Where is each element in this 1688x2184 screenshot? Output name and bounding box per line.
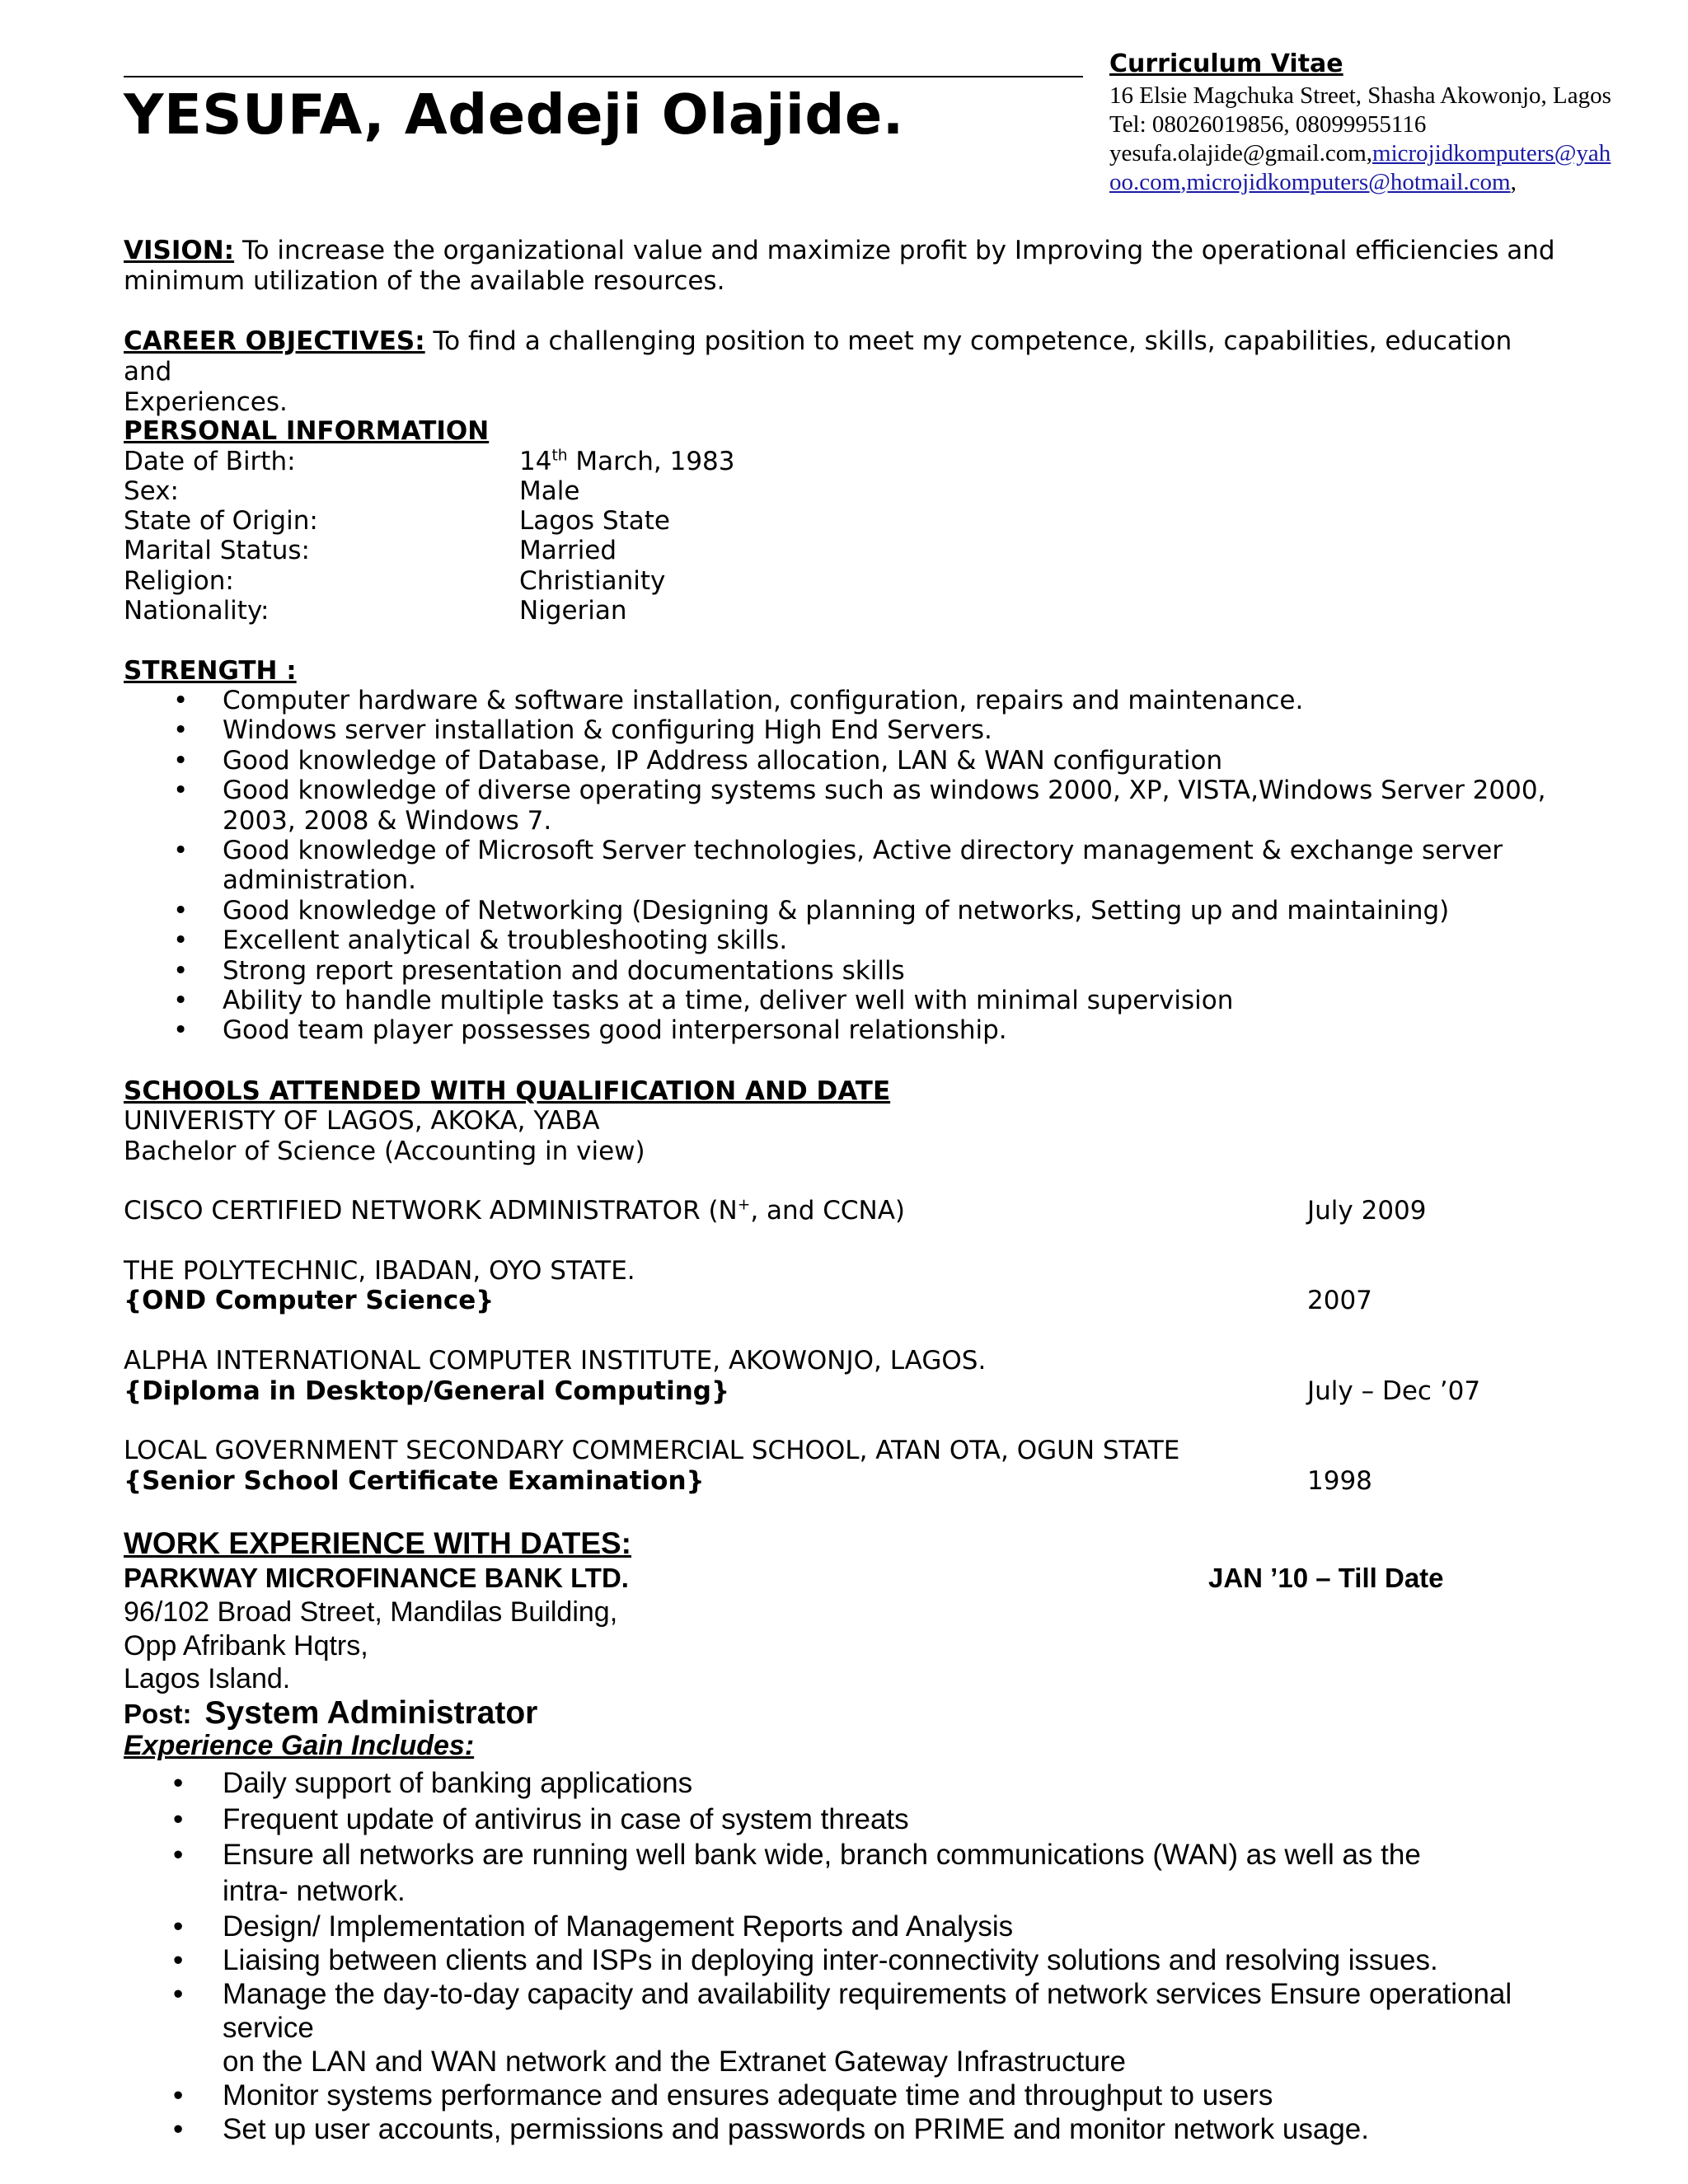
list-item: • Monitor systems performance and ensures adequate time and throughput to users — [173, 2079, 1273, 2111]
email-separator[interactable]: , — [1180, 169, 1187, 195]
work-address-3: Lagos Island. — [124, 1663, 291, 1694]
sex-value: Male — [519, 476, 580, 506]
marital-value: Married — [519, 536, 617, 565]
email-line-1 — [1109, 140, 1611, 167]
list-item: • Design/ Implementation of Management Reports and Analysis — [173, 1910, 1014, 1943]
career-section — [124, 326, 1566, 418]
school-lg-qualification: {Senior School Certificate Examination} — [124, 1466, 705, 1496]
list-item: • Ensure all networks are running well bank wide, branch communications (WAN) as well as the intra- network. — [173, 1839, 1421, 1907]
career-text-1: To find a challenging position to meet my competence, skills, capabilities, education and — [124, 326, 1512, 387]
career-text-2: Experiences. — [124, 387, 288, 417]
list-item: • Computer hardware & software installation, configuration, repairs and maintenance. — [173, 686, 1304, 715]
header-rule — [124, 76, 1083, 77]
dob-label: Date of Birth: — [124, 447, 296, 476]
list-item: • Windows server installation & configuring High End Servers. — [173, 715, 992, 746]
candidate-name: YESUFA, Adedeji Olajide. — [124, 82, 904, 147]
religion-value: Christianity — [519, 566, 666, 596]
list-item: • Manage the day-to-day capacity and availability requirements of network services Ensure operational service on the LAN and WAN network and the Extranet Gateway Infrastructure — [173, 1978, 1512, 2078]
email-yahoo-link[interactable]: microjidkomputers@yah — [1372, 140, 1611, 166]
vision-label: VISION: — [124, 236, 235, 265]
strength-heading: STRENGTH : — [124, 656, 297, 686]
work-company: PARKWAY MICROFINANCE BANK LTD. — [124, 1563, 629, 1593]
school-alpha-date: July – Dec ’07 — [1307, 1376, 1481, 1406]
school-local-government: LOCAL GOVERNMENT SECONDARY COMMERCIAL SCHOOL, ATAN OTA, OGUN STATE — [124, 1436, 1180, 1465]
vision-text-1: To increase the organizational value and maximize profit by Improving the operational efficiencies and — [234, 236, 1555, 265]
school-poly-date: 2007 — [1307, 1286, 1372, 1315]
list-item: • Good knowledge of diverse operating systems such as windows 2000, XP, VISTA,Windows Server 2000, 2003, 2008 & Windows 7. — [173, 776, 1546, 836]
email-trailing-comma: , — [1510, 169, 1517, 195]
work-date: JAN ’10 – Till Date — [1208, 1563, 1444, 1593]
post-label: Post: — [124, 1699, 192, 1729]
nationality-label: Nationality: — [124, 596, 270, 626]
list-item: • Frequent update of antivirus in case of system threats — [173, 1802, 909, 1835]
school-unilag-qualification: Bachelor of Science (Accounting in view) — [124, 1137, 645, 1166]
email-hotmail-link[interactable]: microjidkomputers@hotmail.com — [1186, 169, 1511, 195]
origin-value: Lagos State — [519, 506, 670, 536]
list-item: • Set up user accounts, permissions and passwords on PRIME and monitor network usage. — [173, 2113, 1369, 2145]
work-address-1: 96/102 Broad Street, Mandilas Building, — [124, 1596, 618, 1628]
school-cisco: CISCO CERTIFIED NETWORK ADMINISTRATOR (N+, and CCNA) — [124, 1196, 906, 1226]
work-address-2: Opp Afribank Hqtrs, — [124, 1630, 368, 1661]
list-item: • Ability to handle multiple tasks at a time, deliver well with minimal supervision — [173, 986, 1234, 1016]
work-post — [124, 1695, 537, 1732]
personal-heading: PERSONAL INFORMATION — [124, 416, 490, 446]
cv-title: Curriculum Vitae — [1109, 49, 1343, 78]
experience-list — [124, 1765, 1574, 2146]
school-poly-qualification: {OND Computer Science} — [124, 1286, 495, 1315]
school-alpha: ALPHA INTERNATIONAL COMPUTER INSTITUTE, AKOWONJO, LAGOS. — [124, 1346, 987, 1376]
vision-section — [124, 236, 1566, 297]
sex-label: Sex: — [124, 476, 179, 506]
dob-value: 14th March, 1983 — [519, 447, 735, 476]
vision-text-2: minimum utilization of the available resources. — [124, 266, 725, 296]
school-lg-date: 1998 — [1307, 1466, 1372, 1496]
experience-heading: Experience Gain Includes: — [124, 1730, 475, 1761]
email-line-2 — [1109, 169, 1517, 196]
career-label: CAREER OBJECTIVES: — [124, 326, 425, 356]
list-item: • Excellent analytical & troubleshooting skills. — [173, 926, 788, 956]
school-cisco-date: July 2009 — [1307, 1196, 1427, 1226]
school-alpha-qualification: {Diploma in Desktop/General Computing} — [124, 1376, 730, 1406]
school-unilag: UNIVERISTY OF LAGOS, AKOKA, YABA — [124, 1106, 600, 1136]
list-item: • Good team player possesses good interpersonal relationship. — [173, 1015, 1007, 1046]
strength-list — [124, 686, 1574, 1046]
address: 16 Elsie Magchuka Street, Shasha Akowonjo, Lagos — [1109, 82, 1611, 109]
school-poly: THE POLYTECHNIC, IBADAN, OYO STATE. — [124, 1256, 635, 1286]
list-item: • Liaising between clients and ISPs in deploying inter-connectivity solutions and resolving issues. — [173, 1944, 1438, 1976]
post-title: System Administrator — [204, 1695, 538, 1731]
schools-heading: SCHOOLS ATTENDED WITH QUALIFICATION AND DATE — [124, 1076, 891, 1106]
email-yahoo-link-cont[interactable]: oo.com — [1109, 169, 1181, 195]
work-heading: WORK EXPERIENCE WITH DATES: — [124, 1526, 631, 1560]
origin-label: State of Origin: — [124, 506, 318, 536]
list-item: • Good knowledge of Database, IP Address allocation, LAN & WAN configuration — [173, 745, 1223, 776]
list-item: • Good knowledge of Networking (Designing & planning of networks, Setting up and maintaining) — [173, 895, 1450, 926]
marital-label: Marital Status: — [124, 536, 310, 565]
nationality-value: Nigerian — [519, 596, 627, 626]
religion-label: Religion: — [124, 566, 234, 596]
list-item: • Strong report presentation and documentations skills — [173, 955, 905, 986]
list-item: • Good knowledge of Microsoft Server technologies, Active directory management & exchange server administration. — [173, 836, 1503, 896]
email-gmail: yesufa.olajide@gmail.com, — [1109, 140, 1373, 166]
telephone: Tel: 08026019856, 08099955116 — [1109, 111, 1427, 138]
list-item: • Daily support of banking applications — [173, 1767, 693, 1799]
